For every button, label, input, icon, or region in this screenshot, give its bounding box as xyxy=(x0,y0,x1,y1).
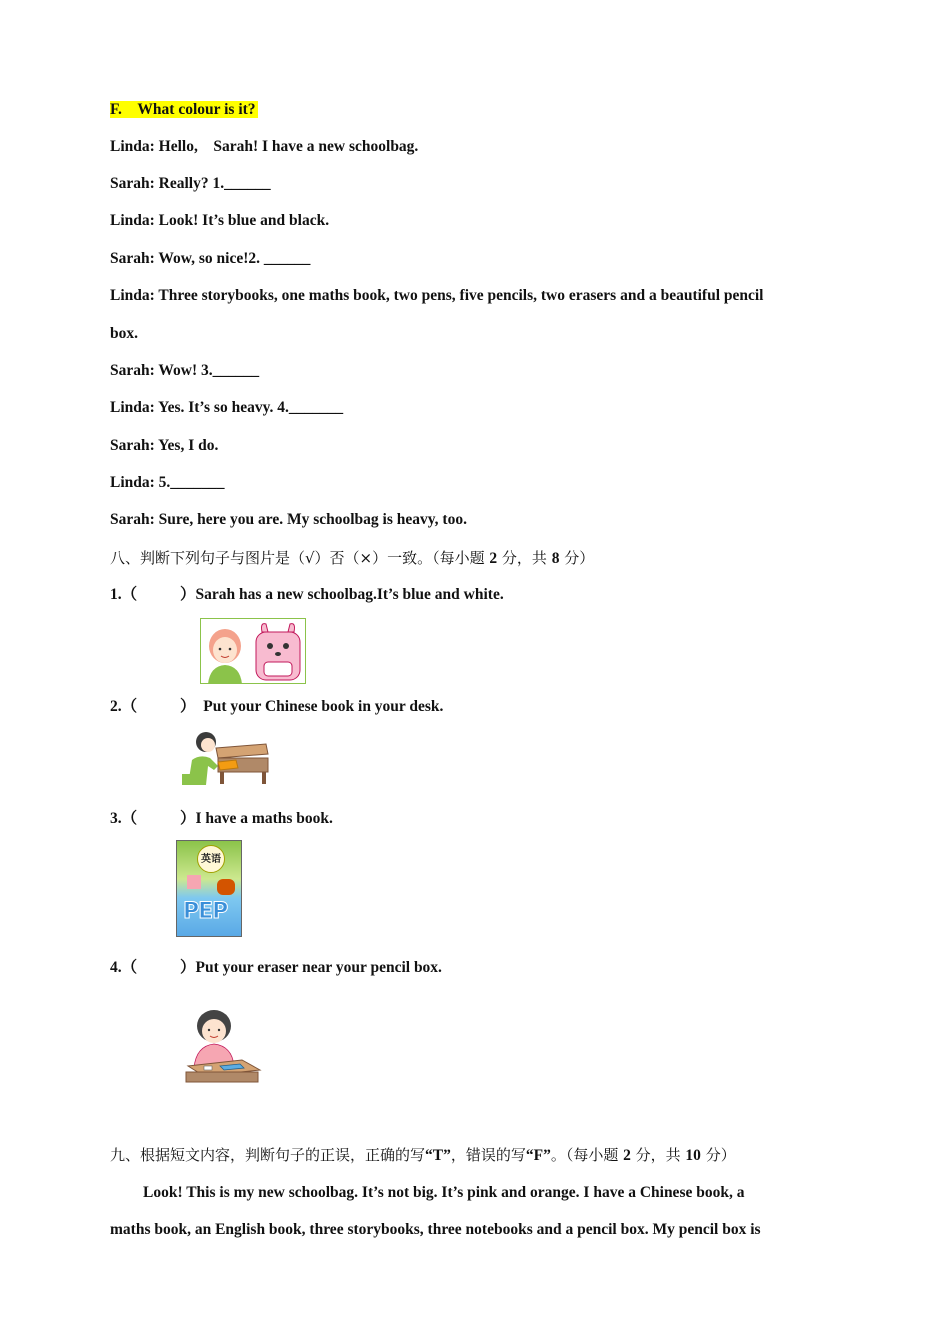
girl-at-desk-image xyxy=(182,1006,262,1086)
answer-blank-2[interactable]: 2.（ xyxy=(110,698,138,715)
dialogue-line-8: Linda: Yes. It’s so heavy. 4._______ xyxy=(110,399,344,416)
judge-item-1: 1.（ ）Sarah has a new schoolbag.It’s blue and white. xyxy=(110,586,504,603)
answer-blank-4[interactable]: 4.（ xyxy=(110,959,138,976)
book-cover-title: 英语 xyxy=(201,854,221,865)
dialogue-line-9: Sarah: Yes, I do. xyxy=(110,437,219,454)
dialogue-line-2: Sarah: Really? 1.______ xyxy=(110,175,271,192)
book-cover-figure xyxy=(187,875,201,889)
dialogue-line-7: Sarah: Wow! 3.______ xyxy=(110,362,260,379)
dialogue-line-5: Linda: Three storybooks, one maths book, two pens, five pencils, two erasers and a beautiful pencil xyxy=(110,287,764,304)
section-f-title: F. What colour is it? xyxy=(110,101,256,118)
answer-blank-1[interactable]: 1.（ xyxy=(110,586,138,603)
girl-schoolbag-image xyxy=(200,618,306,684)
judge-item-4: 4.（ ）Put your eraser near your pencil box. xyxy=(110,959,442,976)
dialogue-line-4: Sarah: Wow, so nice!2. ______ xyxy=(110,250,311,267)
judge-item-2: 2.（ ） Put your Chinese book in your desk. xyxy=(110,698,444,715)
passage-line-1: Look! This is my new schoolbag. It’s not big. It’s pink and orange. I have a Chinese book, a xyxy=(143,1184,745,1201)
dialogue-line-6: box. xyxy=(110,325,138,342)
dialogue-line-1: Linda: Hello, Sarah! I have a new schoolbag. xyxy=(110,138,419,155)
judge-item-3: 3.（ ）I have a maths book. xyxy=(110,810,333,827)
passage-line-2: maths book, an English book, three storybooks, three notebooks and a pencil box. My pencil box is xyxy=(110,1221,761,1238)
dialogue-line-3: Linda: Look! It’s blue and black. xyxy=(110,212,330,229)
dialogue-line-10: Linda: 5._______ xyxy=(110,474,225,491)
section-8-heading: 八、判断下列句子与图片是（√）否（×）一致。（每小题 2 分，共 8 分） xyxy=(110,549,595,567)
book-cover-figure xyxy=(217,879,235,895)
section-9-heading: 九、根据短文内容，判断句子的正误，正确的写“T”，错误的写“F”。（每小题 2 分，共 10 分） xyxy=(110,1146,736,1164)
dialogue-line-11: Sarah: Sure, here you are. My schoolbag is heavy, too. xyxy=(110,511,467,528)
book-into-desk-image xyxy=(178,730,270,785)
book-cover-logo: PEP xyxy=(183,899,228,924)
english-book-cover-image xyxy=(176,840,242,937)
answer-blank-3[interactable]: 3.（ xyxy=(110,810,138,827)
